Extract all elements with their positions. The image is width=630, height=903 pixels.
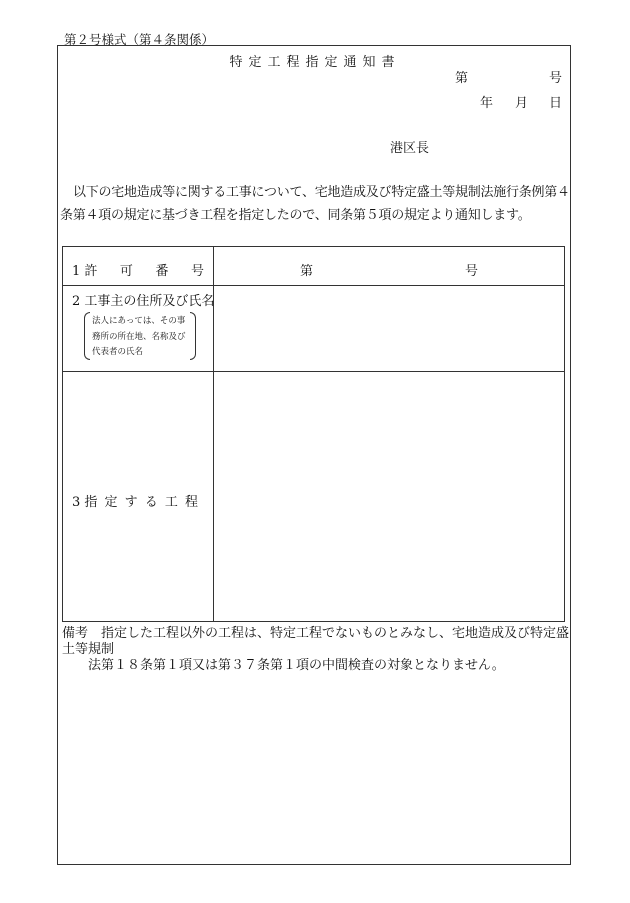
permit-number-label: [72, 260, 204, 279]
remarks-line-1: 指定した工程以外の工程は、特定工程でないものとみなし、宅地造成及び特定盛土等規制: [62, 626, 570, 657]
date-year: 年: [480, 96, 494, 111]
permit-label-char: 号: [190, 264, 204, 279]
issuer: 港区長: [390, 141, 430, 156]
permit-label-char: 番: [155, 264, 169, 279]
process-label-char: 工: [164, 495, 178, 510]
number-prefix: 第: [455, 71, 469, 86]
number-suffix: 号: [549, 71, 563, 86]
document-title: 特定工程指定通知書: [229, 55, 401, 70]
process-label-char: す: [124, 495, 138, 510]
remarks-head: 備考: [62, 626, 89, 641]
permit-number-prefix: 第: [300, 264, 314, 279]
process-label-char: 定: [104, 495, 118, 510]
permit-label-char: 可: [119, 264, 133, 279]
process-label-char: 程: [184, 495, 198, 510]
remarks: [62, 626, 572, 674]
permit-number-suffix: 号: [465, 264, 479, 279]
table-row-divider: [63, 371, 564, 372]
date-month: 月: [515, 96, 529, 111]
remarks-line-2: 法第１８条第１項又は第３７条第１項の中間検査の対象となりません。: [88, 658, 505, 673]
date-day: 日: [549, 96, 563, 111]
permit-label-char: 1 許: [72, 264, 98, 279]
form-label: 第２号様式（第４条関係）: [64, 32, 215, 47]
owner-label: 2 工事主の住所及び氏名: [72, 294, 215, 309]
table-row-divider: [63, 285, 564, 286]
process-label-char: る: [144, 495, 158, 510]
intro-paragraph: 以下の宅地造成等に関する工事について、宅地造成及び特定盛土等規制法施行条例第４条第４項の規定に基づき工程を指定したので、同条第５項の規定より通知します。: [60, 185, 570, 223]
owner-note: 法人にあっては、その事務所の所在地、名称及び代表者の氏名: [84, 312, 196, 360]
process-label: [72, 491, 198, 510]
process-label-char: 3 指: [72, 495, 98, 510]
